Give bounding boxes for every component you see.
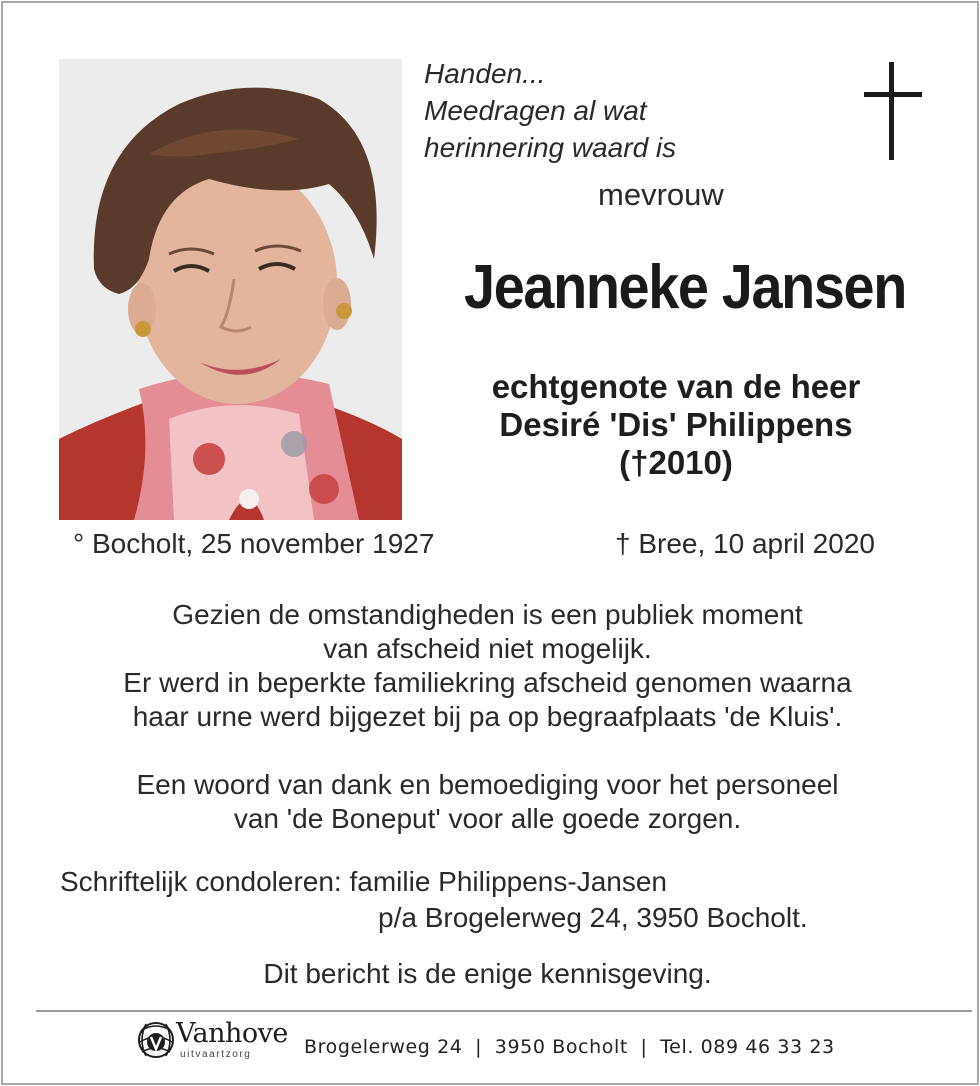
spouse-info [416, 368, 936, 482]
message-line: van 'de Boneput' voor alle goede zorgen. [233, 803, 742, 834]
message [40, 598, 935, 836]
footer-address: Brogelerweg 24 [304, 1036, 463, 1058]
message-paragraph [40, 768, 935, 836]
condolences-address: p/a Brogelerweg 24, 3950 Bocholt. [378, 902, 808, 933]
cross-icon [864, 62, 922, 160]
death-date: † Bree, 10 april 2020 [615, 528, 875, 559]
message-line: haar urne werd bijgezet bij pa op begraafplaats 'de Kluis'. [132, 701, 843, 732]
poem-line: Handen... [424, 58, 546, 89]
condolences [60, 864, 808, 936]
message-paragraph [40, 598, 935, 734]
spouse-line: echtgenote van de heer [491, 368, 861, 405]
funeral-home-logo [134, 1016, 294, 1064]
brand-subtitle: uitvaartzorg [180, 1049, 252, 1060]
footer-phone: Tel. 089 46 33 23 [660, 1036, 835, 1058]
deceased-name: Jeanneke Jansen [464, 253, 906, 322]
notice: Dit bericht is de enige kennisgeving. [263, 958, 712, 989]
condolences-line: Schriftelijk condoleren: familie Philippens-Jansen [60, 866, 667, 897]
birth-date: ° Bocholt, 25 november 1927 [73, 528, 435, 559]
vanhove-logo-icon [134, 1018, 178, 1062]
honorific: mevrouw [598, 177, 724, 212]
message-line: van afscheid niet mogelijk. [323, 633, 652, 664]
poem-line: herinnering waard is [424, 132, 677, 163]
spouse-line: (†2010) [619, 444, 733, 481]
message-line: Gezien de omstandigheden is een publiek moment [172, 599, 803, 630]
footer-separator: | [640, 1036, 648, 1058]
portrait-photo [59, 59, 402, 520]
poem-line: Meedragen al wat [424, 95, 647, 126]
brand-name: Vanhove [176, 1018, 288, 1049]
spouse-line: Desiré 'Dis' Philippens [499, 406, 853, 443]
poem [424, 55, 676, 166]
footer-contact [304, 1036, 835, 1058]
message-line: Er werd in beperkte familiekring afscheid genomen waarna [123, 667, 852, 698]
divider [36, 1010, 972, 1012]
footer-city: 3950 Bocholt [494, 1036, 628, 1058]
message-line: Een woord van dank en bemoediging voor het personeel [136, 769, 839, 800]
footer-separator: | [475, 1036, 483, 1058]
